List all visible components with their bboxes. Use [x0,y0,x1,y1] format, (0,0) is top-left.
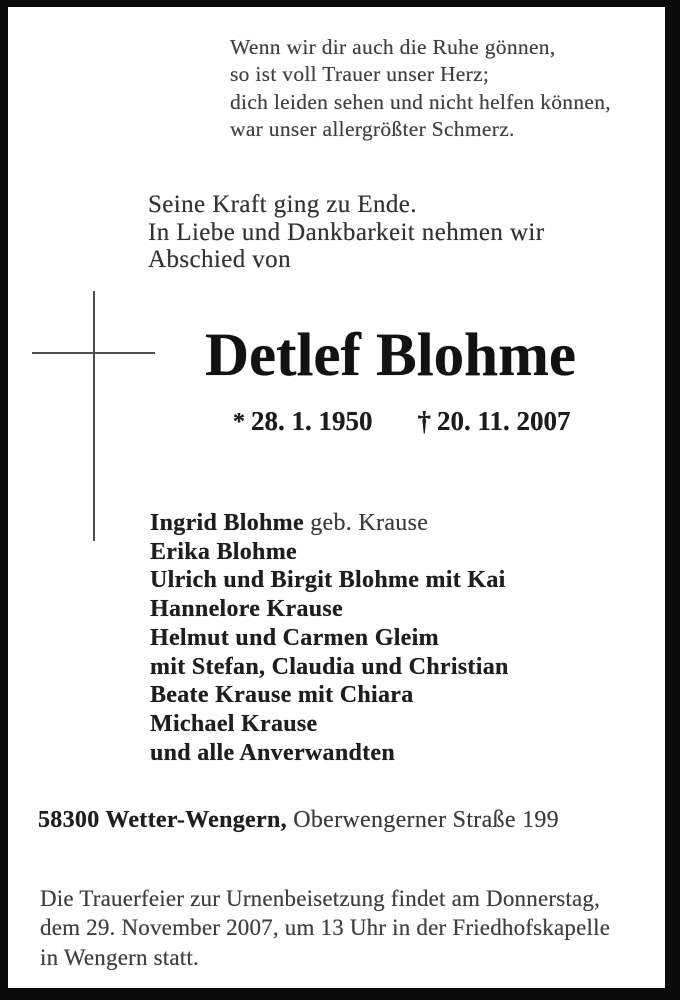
deceased-name: Detlef Blohme [205,322,576,389]
poem-line: so ist voll Trauer unser Herz; [230,62,490,87]
obituary-card [8,7,665,988]
funeral-line: Die Trauerfeier zur Urnenbeisetzung findet am Donnerstag, [40,886,601,911]
death-date-value: 20. 11. 2007 [437,406,571,436]
birth-star-icon: * [233,409,245,435]
poem-line: dich leiden sehen und nicht helfen können, [230,89,611,114]
death-cross-icon: † [417,406,431,436]
address-line [38,806,559,835]
mourner-line: Michael Krause [150,710,318,737]
mourner-line: Hannelore Krause [150,596,344,623]
poem-line: war unser allergrößter Schmerz. [230,116,515,141]
poem-line: Wenn wir dir auch die Ruhe gönnen, [230,35,556,59]
death-date [418,406,571,438]
address-street: Oberwengerner Straße 199 [286,807,559,833]
birth-date-value: 28. 1. 1950 [251,406,373,436]
farewell-intro [148,191,545,274]
mourner-line: Beate Krause mit Chiara [150,682,414,709]
mourners-list [150,509,509,767]
mourner-line: Ingrid Blohme geb. Krause [150,510,429,536]
intro-line: Abschied von [148,246,291,274]
address-city: 58300 Wetter-Wengern, [38,807,287,833]
cross-vertical-bar [93,291,95,541]
funeral-info [40,884,610,972]
life-dates [233,406,571,438]
mourner-line: und alle Anverwandten [150,739,396,766]
mourner-line: mit Stefan, Claudia und Christian [150,653,509,680]
mourner-line: Ulrich und Birgit Blohme mit Kai [150,567,506,594]
mourner-line: Erika Blohme [150,538,297,565]
poem [230,34,611,143]
mourner-line: Helmut und Carmen Gleim [150,624,439,651]
intro-line: Seine Kraft ging zu Ende. [148,191,417,218]
intro-line: In Liebe und Dankbarkeit nehmen wir [148,218,545,246]
funeral-line: in Wengern statt. [40,944,199,970]
funeral-line: dem 29. November 2007, um 13 Uhr in der Friedhofskapelle [40,915,611,941]
cross-horizontal-bar [32,352,155,354]
birth-date [233,406,373,438]
